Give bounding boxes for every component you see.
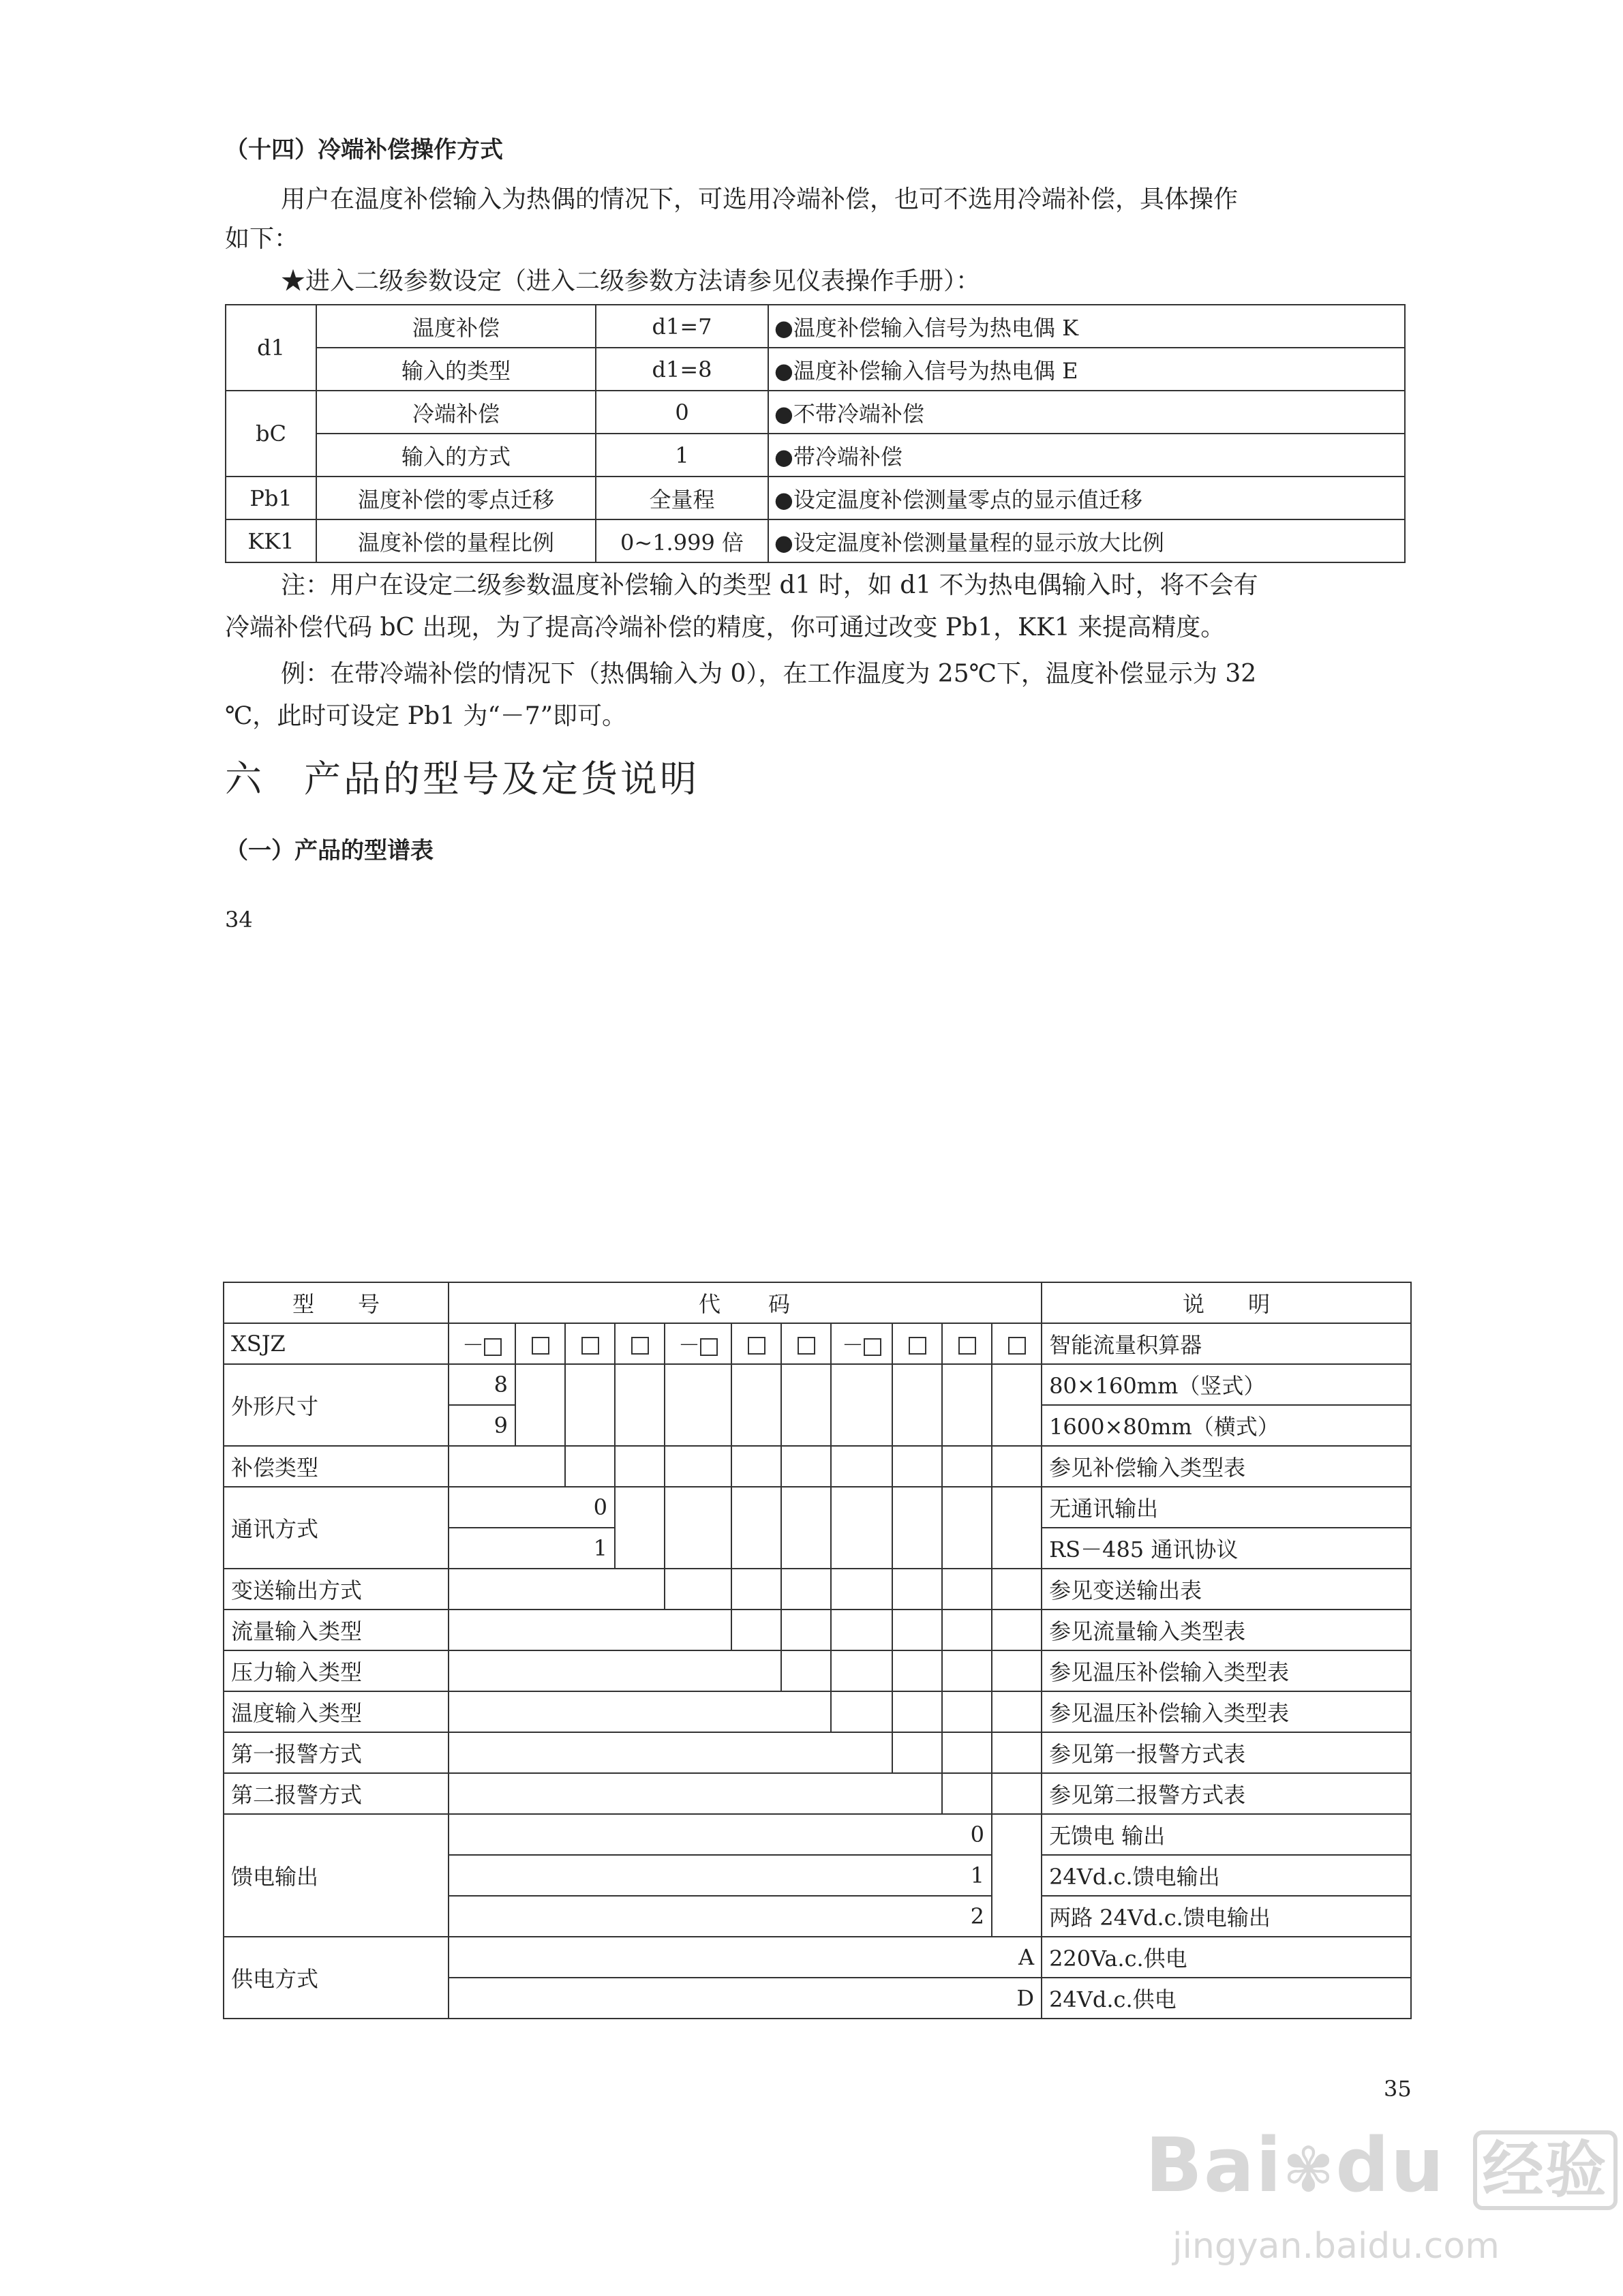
empty-cell	[992, 1650, 1042, 1691]
row-label: 温度输入类型	[224, 1691, 449, 1732]
param-desc: ●温度补偿输入信号为热电偶 K	[768, 305, 1405, 348]
code-slot-9	[892, 1323, 942, 1364]
param-desc: ●设定温度补偿测量零点的显示值迁移	[768, 477, 1405, 519]
code-value: 8	[449, 1364, 515, 1405]
empty-cell	[992, 1569, 1042, 1610]
note-line: 冷端补偿代码 bC 出现，为了提高冷端补偿的精度，你可通过改变 Pb1，KK1 来提高精度。	[225, 614, 1226, 641]
param-code: bC	[226, 391, 316, 477]
span-cell	[449, 1773, 942, 1814]
span-cell	[449, 1569, 665, 1610]
code-value: 1	[449, 1855, 992, 1896]
example-line: ℃，此时可设定 Pb1 为“－7”即可。	[225, 702, 627, 730]
empty-cell	[831, 1487, 892, 1569]
model-name: XSJZ	[224, 1323, 449, 1364]
empty-cell	[665, 1487, 731, 1569]
empty-cell	[992, 1691, 1042, 1732]
row-desc: 无通讯输出	[1042, 1487, 1411, 1528]
param-name: 输入的类型	[316, 348, 596, 391]
empty-cell	[992, 1732, 1042, 1773]
empty-cell	[665, 1364, 731, 1446]
empty-cell	[892, 1364, 942, 1446]
param-desc: ●温度补偿输入信号为热电偶 E	[768, 348, 1405, 391]
code-slot-4	[615, 1323, 665, 1364]
watermark-url: jingyan.baidu.com	[1172, 2226, 1500, 2267]
empty-cell	[942, 1691, 992, 1732]
code-slot-1	[449, 1323, 515, 1364]
empty-cell	[892, 1569, 942, 1610]
empty-cell	[942, 1487, 992, 1569]
row-desc: 无馈电 输出	[1042, 1814, 1411, 1855]
span-cell	[449, 1732, 892, 1773]
empty-cell	[565, 1364, 615, 1446]
row-desc: 24Vd.c.馈电输出	[1042, 1855, 1411, 1896]
empty-cell	[942, 1732, 992, 1773]
dash: －	[841, 1332, 864, 1358]
code-slot-10	[942, 1323, 992, 1364]
model-table	[223, 1282, 1412, 2019]
empty-cell	[942, 1650, 992, 1691]
span-cell	[449, 1650, 781, 1691]
empty-cell	[731, 1610, 781, 1650]
paragraph-line: 用户在温度补偿输入为热偶的情况下，可选用冷端补偿，也可不选用冷端补偿，具体操作	[281, 185, 1239, 213]
param-code: Pb1	[226, 477, 316, 519]
empty-cell	[615, 1487, 665, 1569]
row-label: 补偿类型	[224, 1446, 449, 1487]
empty-cell	[992, 1364, 1042, 1446]
param-name: 输入的方式	[316, 434, 596, 477]
code-box	[864, 1338, 881, 1356]
empty-cell	[731, 1487, 781, 1569]
span-cell	[449, 1446, 565, 1487]
empty-cell	[942, 1773, 992, 1814]
code-value: 1	[449, 1528, 615, 1569]
code-box	[581, 1337, 599, 1355]
empty-cell	[665, 1569, 731, 1610]
empty-cell	[892, 1691, 942, 1732]
code-value: 0	[449, 1487, 615, 1528]
empty-cell	[892, 1732, 942, 1773]
header-code: 代 码	[449, 1282, 1042, 1323]
watermark-logo	[1145, 2120, 1618, 2209]
watermark-brand: Bai	[1145, 2121, 1283, 2209]
empty-cell	[731, 1364, 781, 1446]
code-box	[532, 1337, 549, 1355]
code-value: 9	[449, 1405, 515, 1446]
row-desc: 参见流量输入类型表	[1042, 1610, 1411, 1650]
header-desc: 说 明	[1042, 1282, 1411, 1323]
code-box	[798, 1337, 815, 1355]
empty-cell	[892, 1650, 942, 1691]
empty-cell	[892, 1446, 942, 1487]
code-slot-3	[565, 1323, 615, 1364]
row-desc: 参见补偿输入类型表	[1042, 1446, 1411, 1487]
dash: －	[461, 1332, 484, 1358]
subsection-title: （一）产品的型谱表	[225, 837, 434, 864]
row-label: 馈电输出	[224, 1814, 449, 1937]
paragraph-line: 如下：	[225, 225, 299, 253]
instruction-line: ★进入二级参数设定（进入二级参数方法请参见仪表操作手册）：	[281, 267, 981, 295]
row-desc: 1600×80mm（横式）	[1042, 1405, 1411, 1446]
page-number-right: 35	[1384, 2076, 1412, 2102]
row-desc: 参见第二报警方式表	[1042, 1773, 1411, 1814]
empty-cell	[665, 1446, 731, 1487]
param-value: 0	[596, 391, 768, 434]
code-slot-6	[731, 1323, 781, 1364]
param-value: 1	[596, 434, 768, 477]
row-label: 第一报警方式	[224, 1732, 449, 1773]
row-desc: 智能流量积算器	[1042, 1323, 1411, 1364]
row-label: 压力输入类型	[224, 1650, 449, 1691]
empty-cell	[731, 1569, 781, 1610]
span-cell	[449, 1691, 831, 1732]
empty-cell	[992, 1446, 1042, 1487]
empty-cell	[942, 1569, 992, 1610]
empty-cell	[992, 1610, 1042, 1650]
empty-cell	[831, 1650, 892, 1691]
empty-cell	[992, 1487, 1042, 1569]
row-label: 通讯方式	[224, 1487, 449, 1569]
chapter-title: 六 产品的型号及定货说明	[225, 757, 699, 800]
example-line: 例：在带冷端补偿的情况下（热偶输入为 0），在工作温度为 25℃下，温度补偿显示为 32	[281, 660, 1257, 688]
code-slot-8	[831, 1323, 892, 1364]
section-title: （十四）冷端补偿操作方式	[225, 136, 503, 164]
empty-cell	[831, 1691, 892, 1732]
empty-cell	[515, 1364, 565, 1446]
row-desc: 220Va.c.供电	[1042, 1937, 1411, 1978]
param-value: d1=8	[596, 348, 768, 391]
empty-cell	[831, 1446, 892, 1487]
empty-cell	[892, 1610, 942, 1650]
page-number-left: 34	[225, 907, 253, 933]
row-desc: 参见第一报警方式表	[1042, 1732, 1411, 1773]
row-desc: RS－485 通讯协议	[1042, 1528, 1411, 1569]
code-box	[909, 1337, 926, 1355]
row-desc: 24Vd.c.供电	[1042, 1978, 1411, 2019]
row-desc: 参见温压补偿输入类型表	[1042, 1691, 1411, 1732]
empty-cell	[615, 1364, 665, 1446]
param-name: 温度补偿的零点迁移	[316, 477, 596, 519]
empty-cell	[992, 1814, 1042, 1937]
empty-cell	[731, 1446, 781, 1487]
param-code: d1	[226, 305, 316, 391]
row-label: 第二报警方式	[224, 1773, 449, 1814]
row-desc: 两路 24Vd.c.馈电输出	[1042, 1896, 1411, 1937]
dash: －	[678, 1332, 700, 1358]
empty-cell	[781, 1446, 831, 1487]
code-box	[484, 1338, 502, 1356]
empty-cell	[892, 1487, 942, 1569]
empty-cell	[831, 1569, 892, 1610]
watermark-product: 经验	[1473, 2130, 1618, 2210]
paw-icon: ✾	[1282, 2134, 1336, 2206]
row-label: 外形尺寸	[224, 1364, 449, 1446]
empty-cell	[781, 1487, 831, 1569]
empty-cell	[781, 1650, 831, 1691]
row-label: 供电方式	[224, 1937, 449, 2019]
empty-cell	[615, 1446, 665, 1487]
empty-cell	[942, 1446, 992, 1487]
code-box	[748, 1337, 765, 1355]
empty-cell	[781, 1364, 831, 1446]
param-name: 温度补偿的量程比例	[316, 519, 596, 562]
empty-cell	[565, 1446, 615, 1487]
row-desc: 参见温压补偿输入类型表	[1042, 1650, 1411, 1691]
row-label: 流量输入类型	[224, 1610, 449, 1650]
empty-cell	[992, 1773, 1042, 1814]
code-value: 0	[449, 1814, 992, 1855]
param-name: 冷端补偿	[316, 391, 596, 434]
param-desc: ●设定温度补偿测量量程的显示放大比例	[768, 519, 1405, 562]
code-box	[958, 1337, 976, 1355]
param-value: d1=7	[596, 305, 768, 348]
empty-cell	[831, 1610, 892, 1650]
empty-cell	[942, 1364, 992, 1446]
header-model: 型 号	[224, 1282, 449, 1323]
param-value: 全量程	[596, 477, 768, 519]
param-name: 温度补偿	[316, 305, 596, 348]
span-cell	[449, 1610, 731, 1650]
parameter-table	[225, 304, 1406, 563]
param-desc: ●不带冷端补偿	[768, 391, 1405, 434]
code-box	[631, 1337, 649, 1355]
empty-cell	[942, 1610, 992, 1650]
empty-cell	[831, 1364, 892, 1446]
empty-cell	[781, 1569, 831, 1610]
code-value: D	[449, 1978, 1042, 2019]
code-slot-11	[992, 1323, 1042, 1364]
row-label: 变送输出方式	[224, 1569, 449, 1610]
code-box	[700, 1338, 718, 1356]
param-value: 0~1.999 倍	[596, 519, 768, 562]
row-desc: 80×160mm（竖式）	[1042, 1364, 1411, 1405]
code-slot-7	[781, 1323, 831, 1364]
param-code: KK1	[226, 519, 316, 562]
param-desc: ●带冷端补偿	[768, 434, 1405, 477]
code-slot-5	[665, 1323, 731, 1364]
code-box	[1008, 1337, 1026, 1355]
code-slot-2	[515, 1323, 565, 1364]
code-value: 2	[449, 1896, 992, 1937]
row-desc: 参见变送输出表	[1042, 1569, 1411, 1610]
empty-cell	[781, 1610, 831, 1650]
watermark-brand2: du	[1335, 2121, 1446, 2209]
note-line: 注：用户在设定二级参数温度补偿输入的类型 d1 时，如 d1 不为热电偶输入时，将不会有	[281, 571, 1258, 599]
code-value: A	[449, 1937, 1042, 1978]
